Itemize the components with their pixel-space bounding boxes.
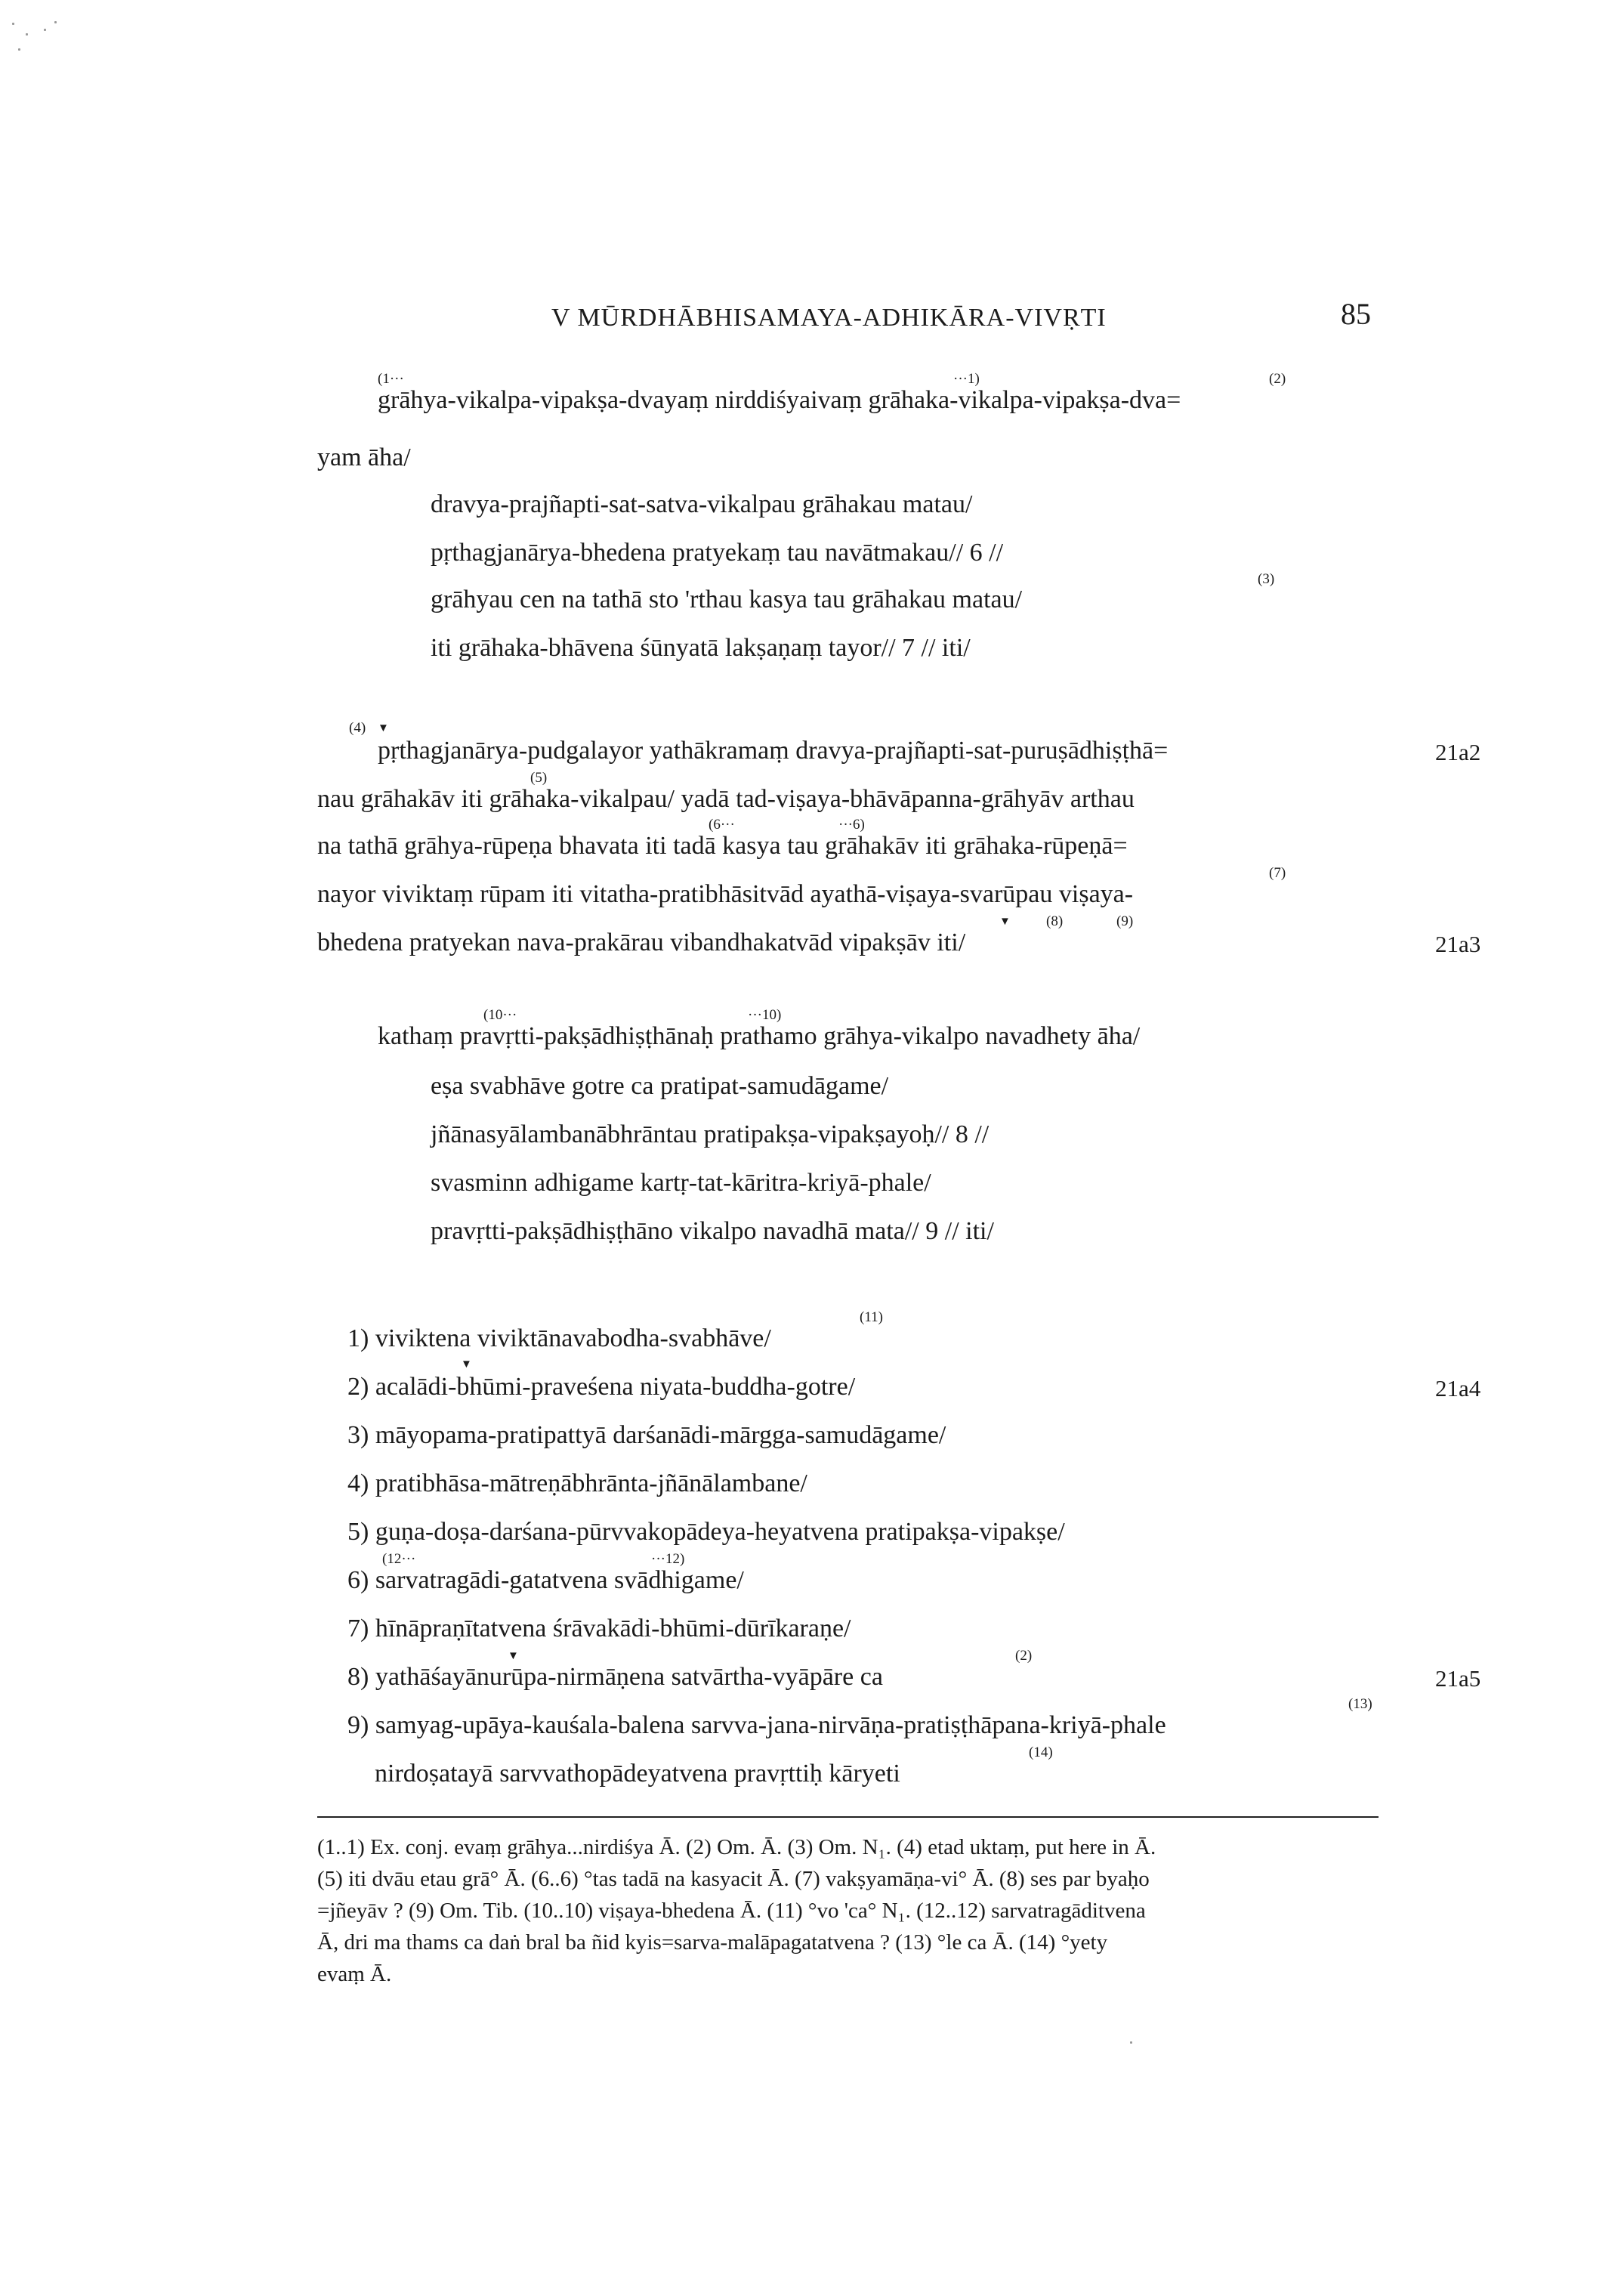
mark-8: (8) bbox=[1046, 913, 1064, 929]
verse-line: grāhyau cen na tathā sto 'rthau kasya tau grāhakau matau/ bbox=[431, 586, 1023, 613]
intro-line-2: yam āha/ bbox=[317, 443, 411, 471]
commentary-line: nau grāhakāv iti grāhaka-vikalpau/ yadā tad-viṣaya-bhāvāpanna-grāhyāv arthau bbox=[317, 785, 1135, 813]
mark-9: (9) bbox=[1116, 913, 1134, 929]
list-item: 6) sarvatragādi-gatatvena svādhigame/ bbox=[347, 1566, 744, 1594]
mark-1-open: (1··· bbox=[378, 371, 404, 387]
list-item: 3) māyopama-pratipattyā darśanādi-mārgga-samudāgame/ bbox=[347, 1421, 946, 1449]
mark-2b: (2) bbox=[1015, 1648, 1033, 1664]
mark-13: (13) bbox=[1348, 1696, 1372, 1712]
mark-3: (3) bbox=[1258, 571, 1275, 587]
verse-line: pravṛtti-pakṣādhiṣṭhāno vikalpo navadhā mata// 9 // iti/ bbox=[431, 1217, 994, 1245]
mark-2: (2) bbox=[1269, 371, 1286, 387]
mark-6-close: ···6) bbox=[838, 817, 865, 833]
scan-speck bbox=[1130, 2041, 1132, 2044]
intro-line-1: grāhya-vikalpa-vipakṣa-dvayaṃ nirddiśyaivaṃ grāhaka-vikalpa-vipakṣa-dva= bbox=[378, 386, 1181, 414]
mark-4: (4) bbox=[349, 720, 366, 736]
list-item: 7) hīnāpraṇītatvena śrāvakādi-bhūmi-dūrīkaraṇe/ bbox=[347, 1615, 851, 1642]
verse-line: svasminn adhigame kartṛ-tat-kāritra-kriyā-phale/ bbox=[431, 1169, 931, 1197]
mark-1-close: ···1) bbox=[953, 371, 980, 387]
insertion-arrow-icon: ▼ bbox=[508, 1650, 519, 1662]
margin-ref-21a5: 21a5 bbox=[1435, 1665, 1481, 1692]
margin-ref-21a4: 21a4 bbox=[1435, 1375, 1481, 1401]
list-item: 5) guṇa-doṣa-darśana-pūrvvakopādeya-heyatvena pratipakṣa-vipakṣe/ bbox=[347, 1518, 1065, 1546]
list-item: 1) viviktena viviktānavabodha-svabhāve/ bbox=[347, 1324, 771, 1352]
footnote-line: =jñeyāv ? (9) Om. Tib. (10..10) viṣaya-bhedena Ā. (11) °vo 'ca° N₁. (12..12) sarvatragāditvena bbox=[317, 1899, 1146, 1923]
scan-speck bbox=[26, 33, 28, 36]
mark-5: (5) bbox=[530, 770, 548, 786]
commentary-line: pṛthagjanārya-pudgalayor yathākramaṃ dravya-prajñapti-sat-puruṣādhiṣṭhā= bbox=[378, 737, 1169, 765]
insertion-arrow-icon: ▼ bbox=[378, 722, 389, 734]
mark-6-open: (6··· bbox=[709, 817, 735, 833]
list-item-continuation: nirdoṣatayā sarvvathopādeyatvena pravṛttiḥ kāryeti bbox=[375, 1760, 900, 1788]
mark-12-open: (12··· bbox=[382, 1551, 416, 1567]
running-header: V MŪRDHĀBHISAMAYA-ADHIKĀRA-VIVṚTI bbox=[551, 304, 1107, 332]
list-item: 4) pratibhāsa-mātreṇābhrānta-jñānālambane/ bbox=[347, 1469, 807, 1497]
margin-ref-21a2: 21a2 bbox=[1435, 739, 1481, 765]
mark-14: (14) bbox=[1029, 1744, 1053, 1760]
commentary-line: na tathā grāhya-rūpeṇa bhavata iti tadā kasya tau grāhakāv iti grāhaka-rūpeṇā= bbox=[317, 832, 1128, 860]
list-item: 8) yathāśayānurūpa-nirmāṇena satvārtha-vyāpāre ca bbox=[347, 1663, 883, 1691]
mark-12-close: ···12) bbox=[651, 1551, 685, 1567]
commentary-line: bhedena pratyekan nava-prakārau vibandhakatvād vipakṣāv iti/ bbox=[317, 929, 966, 956]
scan-speck bbox=[18, 48, 20, 51]
list-item: 9) samyag-upāya-kauśala-balena sarvva-jana-nirvāṇa-pratiṣṭhāpana-kriyā-phale bbox=[347, 1711, 1166, 1739]
question-line: kathaṃ pravṛtti-pakṣādhiṣṭhānaḥ prathamo grāhya-vikalpo navadhety āha/ bbox=[378, 1022, 1141, 1050]
margin-ref-21a3: 21a3 bbox=[1435, 931, 1481, 957]
mark-10-open: (10··· bbox=[483, 1007, 517, 1023]
commentary-line: nayor viviktaṃ rūpam iti vitatha-pratibhāsitvād ayathā-viṣaya-svarūpau viṣaya- bbox=[317, 880, 1134, 908]
mark-10-close: ···10) bbox=[748, 1007, 782, 1023]
mark-11: (11) bbox=[860, 1309, 883, 1325]
insertion-arrow-icon: ▼ bbox=[461, 1358, 472, 1370]
footnote-line: evaṃ Ā. bbox=[317, 1962, 392, 1986]
footnote-line: (1..1) Ex. conj. evaṃ grāhya...nirdiśya Ā. (2) Om. Ā. (3) Om. N₁. (4) etad uktaṃ, put here in Ā. bbox=[317, 1835, 1156, 1859]
verse-line: eṣa svabhāve gotre ca pratipat-samudāgame/ bbox=[431, 1072, 889, 1100]
verse-line: iti grāhaka-bhāvena śūnyatā lakṣaṇaṃ tayor// 7 // iti/ bbox=[431, 634, 971, 662]
footnote-line: Ā, dri ma thams ca daṅ bral ba ñid kyis=sarva-malāpagatatvena ? (13) °le ca Ā. (14) °yety bbox=[317, 1930, 1108, 1955]
footnote-rule bbox=[317, 1816, 1379, 1818]
verse-line: pṛthagjanārya-bhedena pratyekaṃ tau navātmakau// 6 // bbox=[431, 539, 1004, 567]
scan-speck bbox=[12, 23, 14, 25]
verse-line: jñānasyālambanābhrāntau pratipakṣa-vipakṣayoḥ// 8 // bbox=[431, 1120, 990, 1148]
scan-speck bbox=[44, 29, 46, 31]
insertion-arrow-icon: ▼ bbox=[999, 916, 1011, 928]
verse-line: dravya-prajñapti-sat-satva-vikalpau grāhakau matau/ bbox=[431, 490, 973, 518]
mark-7: (7) bbox=[1269, 865, 1286, 881]
page-number: 85 bbox=[1341, 297, 1371, 331]
list-item: 2) acalādi-bhūmi-praveśena niyata-buddha-gotre/ bbox=[347, 1373, 856, 1401]
scan-speck bbox=[54, 21, 57, 23]
footnote-line: (5) iti dvāu etau grā° Ā. (6..6) °tas tadā na kasyacit Ā. (7) vakṣyamāṇa-vi° Ā. (8) ses par byaḥo bbox=[317, 1867, 1150, 1891]
